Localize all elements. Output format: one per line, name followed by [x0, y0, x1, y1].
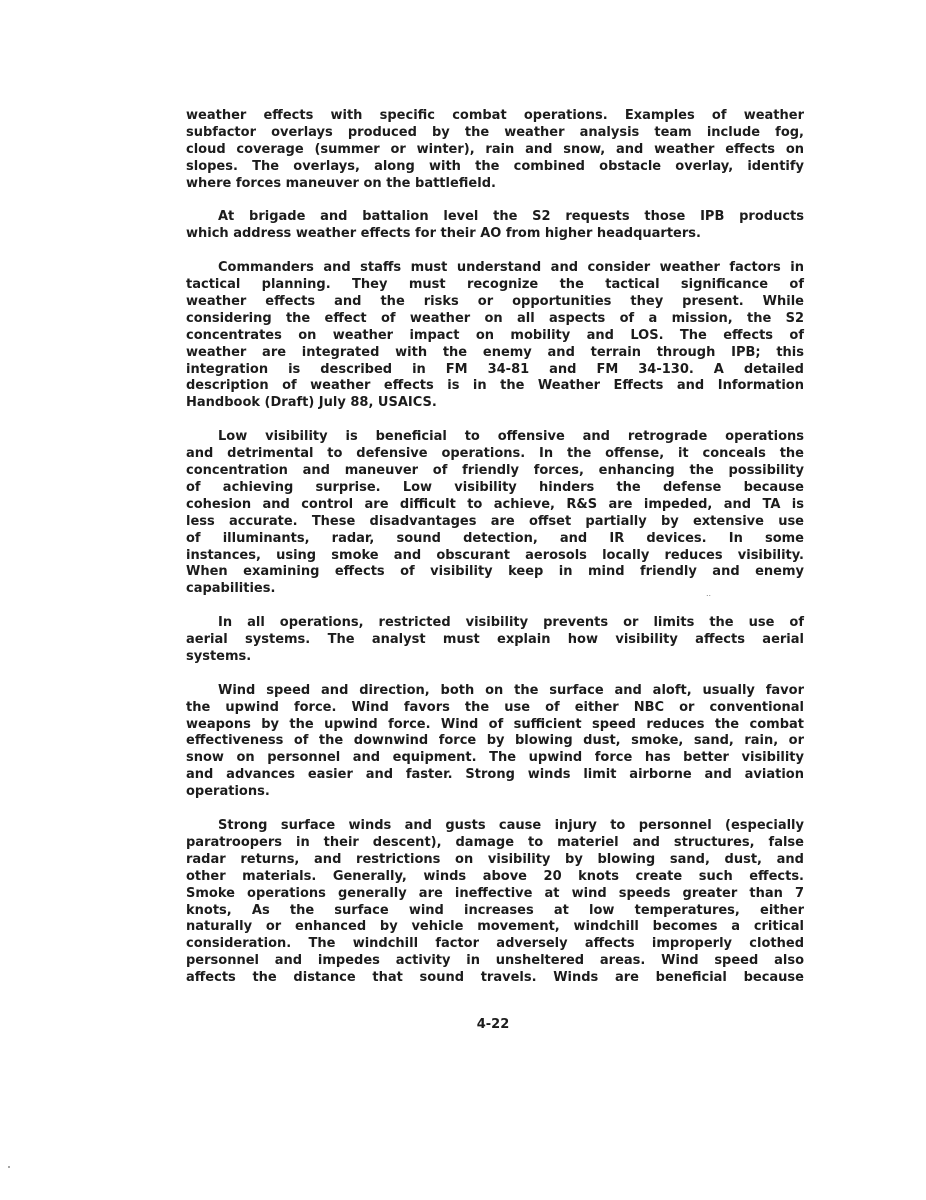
text-line: integration is described in FM 34-81 and FM 34-130. A detailed — [186, 361, 804, 377]
paragraph-strong-surface-winds — [186, 818, 804, 987]
text-line: description of weather effects is in the Weather Effects and Information — [186, 378, 804, 394]
text-line: Commanders and staffs must understand and consider weather factors in — [218, 260, 804, 276]
text-line: naturally or enhanced by vehicle movement, windchill becomes a critical — [186, 919, 804, 935]
text-line: snow on personnel and equipment. The upwind force has better visibility — [186, 750, 804, 766]
text-line: systems. — [186, 648, 252, 664]
text-line: which address weather effects for their AO from higher headquarters. — [186, 226, 701, 242]
text-line: Wind speed and direction, both on the surface and aloft, usually favor — [218, 682, 804, 698]
page-number: 4-22 — [476, 1017, 510, 1032]
text-line: tactical planning. They must recognize the tactical significance of — [186, 277, 804, 293]
text-line: In all operations, restricted visibility prevents or limits the use of — [218, 615, 804, 631]
text-line: cohesion and control are difficult to achieve, R&S are impeded, and TA is — [186, 496, 804, 512]
text-line: Strong surface winds and gusts cause injury to personnel (especially — [218, 817, 804, 833]
text-line: affects the distance that sound travels. Winds are beneficial because — [186, 970, 804, 986]
text-line: other materials. Generally, winds above 20 knots create such effects. — [186, 868, 804, 884]
text-line: weather effects and the risks or opportunities they present. While — [186, 293, 804, 309]
paragraph-low-visibility — [186, 429, 804, 598]
text-line: At brigade and battalion level the S2 requests those IPB products — [218, 209, 804, 225]
text-line: instances, using smoke and obscurant aerosols locally reduces visibility. — [186, 547, 804, 563]
paragraph-weather-overlays — [186, 108, 804, 193]
text-line: consideration. The windchill factor adversely affects improperly clothed — [186, 936, 804, 952]
text-line: slopes. The overlays, along with the combined obstacle overlay, identify — [186, 158, 804, 174]
text-line: less accurate. These disadvantages are offset partially by extensive use — [186, 513, 804, 529]
text-line: knots, As the surface wind increases at low temperatures, either — [186, 902, 804, 918]
text-line: capabilities. — [186, 581, 276, 597]
text-line: and advances easier and faster. Strong winds limit airborne and aviation — [186, 767, 804, 783]
text-line: personnel and impedes activity in unsheltered areas. Wind speed also — [186, 953, 804, 969]
text-line: weather effects with specific combat operations. Examples of weather — [186, 108, 804, 123]
text-line: When examining effects of visibility keep in mind friendly and enemy — [186, 564, 804, 580]
text-line: paratroopers in their descent), damage to materiel and structures, false — [186, 834, 804, 850]
text-line: subfactor overlays produced by the weather analysis team include fog, — [186, 124, 804, 140]
text-line: operations. — [186, 784, 270, 800]
text-line: considering the effect of weather on all aspects of a mission, the S2 — [186, 310, 804, 326]
scan-speck — [8, 1166, 10, 1168]
text-line: aerial systems. The analyst must explain how visibility affects aerial — [186, 632, 804, 648]
paragraph-restricted-visibility — [186, 615, 804, 666]
paragraph-wind-speed-direction — [186, 683, 804, 801]
text-line: of achieving surprise. Low visibility hinders the defense because — [186, 479, 804, 495]
text-line: the upwind force. Wind favors the use of either NBC or conventional — [186, 699, 804, 715]
text-line: concentrates on weather impact on mobility and LOS. The effects of — [186, 327, 804, 343]
paragraph-commanders-staffs — [186, 260, 804, 412]
text-line: of illuminants, radar, sound detection, and IR devices. In some — [186, 530, 804, 546]
text-line: Smoke operations generally are ineffective at wind speeds greater than 7 — [186, 885, 804, 901]
text-line: Low visibility is beneficial to offensive and retrograde operations — [218, 429, 804, 445]
text-line: weather are integrated with the enemy and terrain through IPB; this — [186, 344, 804, 360]
text-line: cloud coverage (summer or winter), rain and snow, and weather effects on — [186, 141, 804, 157]
text-line: concentration and maneuver of friendly forces, enhancing the possibility — [186, 462, 804, 478]
text-line: Handbook (Draft) July 88, USAICS. — [186, 395, 437, 411]
stray-marks: .. — [706, 589, 712, 598]
text-line: and detrimental to defensive operations. In the offense, it conceals the — [186, 446, 804, 462]
paragraph-brigade-battalion — [186, 209, 804, 243]
text-line: where forces maneuver on the battlefield. — [186, 175, 496, 191]
text-line: weapons by the upwind force. Wind of sufficient speed reduces the combat — [186, 716, 804, 732]
text-line: radar returns, and restrictions on visibility by blowing sand, dust, and — [186, 851, 804, 867]
text-line: effectiveness of the downwind force by blowing dust, smoke, sand, rain, or — [186, 733, 804, 749]
body-text — [186, 108, 804, 1004]
